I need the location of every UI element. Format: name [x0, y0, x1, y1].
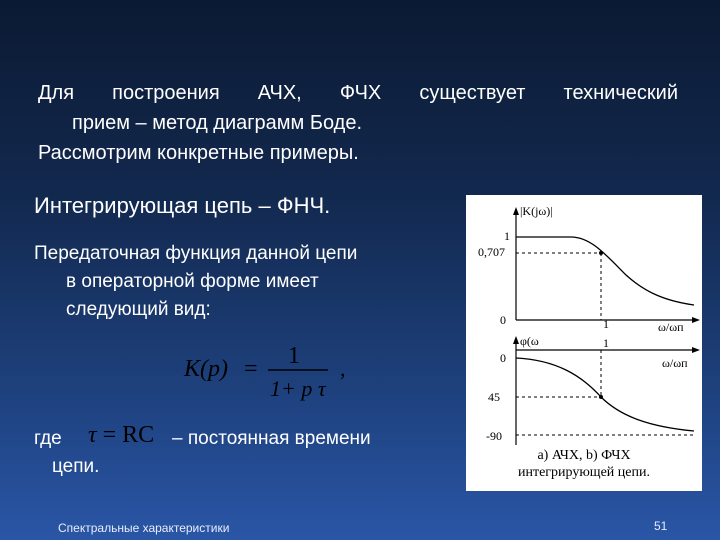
- bottom-y0: 0: [500, 351, 506, 365]
- intro-word: Для: [38, 82, 75, 104]
- intro-word: существует: [419, 82, 526, 104]
- para-line-1: Передаточная функция данной цепи: [34, 243, 358, 264]
- top-ylabel: |K(jω)|: [520, 204, 553, 218]
- para-line-2: в операторной форме имеет: [66, 271, 319, 292]
- intro-word: ФЧХ: [339, 82, 382, 104]
- top-xlabel: ω/ωп: [658, 320, 684, 334]
- intro-line-1: [38, 78, 678, 108]
- bottom-xlabel: ω/ωп: [662, 356, 688, 370]
- bottom-y45: 45: [488, 390, 500, 404]
- where-prefix: где: [34, 428, 62, 449]
- bottom-y-arrow: [513, 336, 519, 344]
- para-line-3: следующий вид:: [66, 299, 211, 320]
- tau-equals-rc: = RC: [102, 422, 155, 448]
- intro-line-2: прием – метод диаграмм Боде.: [72, 112, 363, 134]
- section-heading: Интегрирующая цепь – ФНЧ.: [34, 193, 331, 218]
- time-constant-text: – постоянная времени: [172, 428, 371, 449]
- footer-title: Спектральные характеристики: [58, 521, 230, 535]
- bottom-y90: -90: [486, 429, 502, 443]
- tau-definition: [88, 422, 154, 449]
- formula-equals: =: [244, 356, 258, 382]
- intro-word: АЧХ,: [257, 82, 302, 104]
- caption-line-2: интегрирующей цепи.: [517, 465, 650, 480]
- top-y0707: 0,707: [478, 245, 505, 259]
- intro-word: технический: [563, 82, 678, 104]
- top-x-arrow: [692, 317, 700, 323]
- slide-number: 51: [654, 519, 668, 533]
- formula-comma: ,: [340, 356, 346, 381]
- figure-caption: [466, 447, 702, 481]
- intro-line-3: Рассмотрим конкретные примеры.: [38, 142, 359, 164]
- top-y0: 0: [500, 313, 506, 327]
- amplitude-curve: [516, 237, 694, 305]
- top-x1: 1: [603, 317, 609, 331]
- bode-plots: [466, 195, 702, 445]
- bode-figure: [466, 195, 702, 491]
- formula-denominator: 1+ p τ: [270, 376, 326, 401]
- bottom-x1: 1: [603, 336, 609, 350]
- transfer-function-formula: [180, 340, 380, 400]
- top-y1: 1: [504, 229, 510, 243]
- bottom-x-arrow: [692, 347, 700, 353]
- intro-text: [38, 78, 688, 168]
- tau-symbol: τ: [88, 422, 97, 448]
- formula-numerator: 1: [288, 343, 300, 369]
- caption-line-1: a) АЧХ, b) ФЧХ: [537, 448, 631, 463]
- intro-word: построения: [112, 82, 220, 104]
- where-line-2: цепи.: [52, 456, 100, 477]
- top-y-arrow: [513, 207, 519, 215]
- bottom-ylabel: φ(ω: [520, 334, 539, 348]
- formula-lhs: K(p): [184, 356, 228, 382]
- transfer-function-paragraph: [34, 240, 454, 324]
